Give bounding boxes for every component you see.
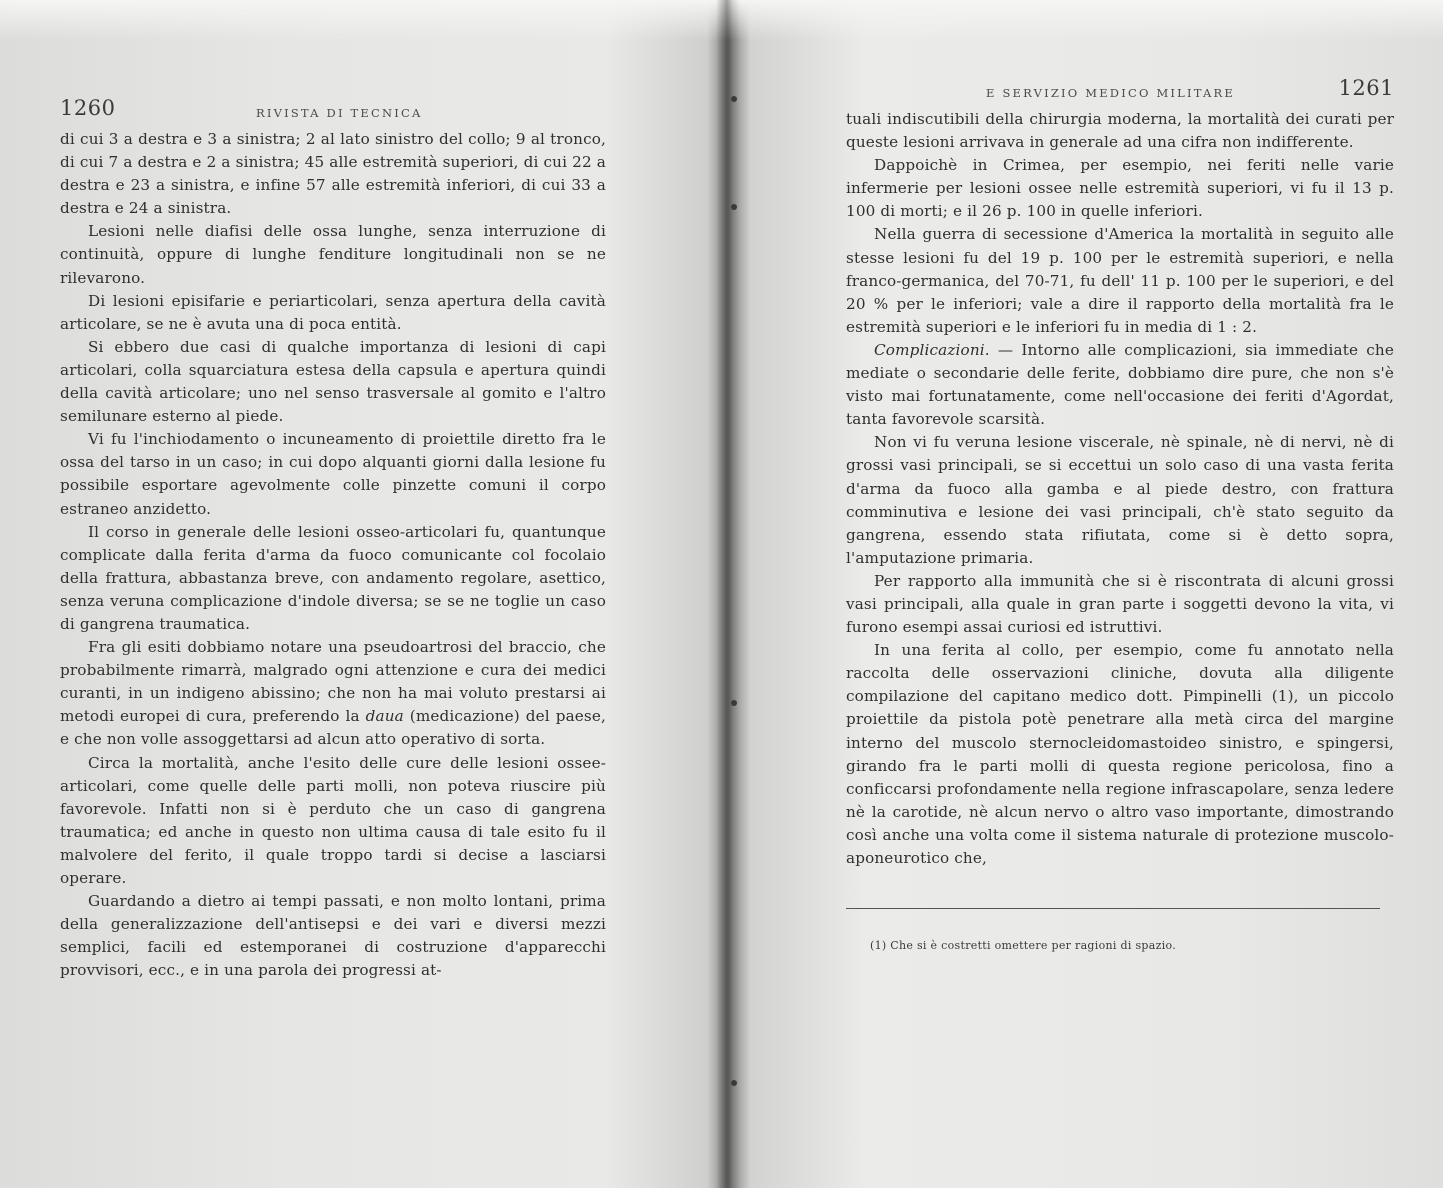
paragraph: di cui 3 a destra e 3 a sinistra; 2 al lato sinistro del collo; 9 al tronco, di cui 7 a destra e 2 a sinistra; 45 alle estremità superiori, di cui 22 a destra e 23 a sinistra, e infine 57 alle estremità inferiori, di cui 33 a destra e 24 a sinistra. <box>60 130 606 218</box>
left-page <box>60 96 606 982</box>
binding-mark <box>731 204 737 210</box>
paragraph: In una ferita al collo, per esempio, come fu annotato nella raccolta delle osservazioni cliniche, dovuta alla diligente compilazione del capitano medico dott. Pimpinelli (1), un piccolo proiettile da pistola potè penetrare alla metà circa del margine interno del muscolo sternocleidomastoideo sinistro, e spingersi, girando fra le parti molli di questa regione pericolosa, fino a conficcarsi profondamente nella regione infrascapolare, senza ledere nè la carotide, nè alcun nervo o altro vaso importante, dimostrando così anche una volta come il sistema naturale di protezione muscolo-aponeurotico che, <box>846 641 1394 867</box>
paragraph: Dappoichè in Crimea, per esempio, nei feriti nelle varie infermerie per lesioni ossee nelle estremità superiori, vi fu il 13 p. 100 di morti; e il 26 p. 100 in quelle inferiori. <box>846 156 1394 221</box>
paragraph: Nella guerra di secessione d'America la mortalità in seguito alle stesse lesioni fu del 19 p. 100 per le estremità superiori, e nella franco-germanica, del 70-71, fu dell' 11 p. 100 per le superiori, e del 20 % per le inferiori; vale a dire il rapporto della mortalità fra le estremità superiori e le inferiori fu in media di 1 : 2. <box>846 225 1394 336</box>
paragraph: Guardando a dietro ai tempi passati, e non molto lontani, prima della generalizzazione dell'antisepsi e dei vari e diversi mezzi semplici, facili ed estemporanei di costruzione d'apparecchi provvisori, ecc., e in una parola dei progressi at- <box>60 892 606 980</box>
italic-term: daua <box>365 707 404 726</box>
paragraph: tuali indiscutibili della chirurgia moderna, la mortalità dei curati per queste lesioni arrivava in generale ad una cifra non indifferente. <box>846 110 1394 152</box>
running-head: E SERVIZIO MEDICO MILITARE <box>986 86 1235 100</box>
binding-mark <box>731 1080 737 1086</box>
section-heading: Complicazioni. <box>874 340 990 359</box>
book-gutter <box>716 0 740 1188</box>
paragraph: Per rapporto alla immunità che si è riscontrata di alcuni grossi vasi principali, alla quale in gran parte i soggetti devono la vita, vi furono esempi assai curiosi ed istruttivi. <box>846 571 1394 637</box>
paragraph: Vi fu l'inchiodamento o incuneamento di proiettile diretto fra le ossa del tarso in un caso; in cui dopo alquanti giorni dalla lesione fu possibile esportare agevolmente colle pinzette comuni il corpo estraneo anzidetto. <box>60 430 606 518</box>
page-number: 1260 <box>60 96 116 120</box>
paragraph <box>846 339 1394 431</box>
footnote-rule <box>846 908 1380 909</box>
binding-mark <box>731 96 737 102</box>
paragraph: Circa la mortalità, anche l'esito delle cure delle lesioni ossee-articolari, come quelle delle parti molli, non poteva riuscire più favorevole. Infatti non si è perduto che un caso di gangrena traumatica; ed anche in questo non ultima causa di tale esito fu il malvolere del ferito, il quale troppo tardi si decise a lasciarsi operare. <box>60 753 606 887</box>
right-page <box>846 76 1394 952</box>
binding-mark <box>731 700 737 706</box>
paragraph: Lesioni nelle diafisi delle ossa lunghe, senza interruzione di continuità, oppure di lunghe fenditure longitudinali non se ne rilevarono. <box>60 222 606 287</box>
page-number: 1261 <box>1338 76 1394 100</box>
paragraph <box>60 636 606 751</box>
right-page-header <box>846 76 1394 102</box>
paragraph: Di lesioni episifarie e periarticolari, senza apertura della cavità articolare, se ne è avuta una di poca entità. <box>60 291 606 333</box>
paragraph: Il corso in generale delle lesioni osseo-articolari fu, quantunque complicate dalla ferita d'arma da fuoco comunicante col focolaio della frattura, abbastanza breve, con andamento regolare, asettico, senza veruna complicazione d'indole diversa; se se ne toglie un caso di gangrena traumatica. <box>60 522 606 633</box>
left-page-header <box>60 96 606 122</box>
paragraph-text: (medicazione) del paese, e che non volle assoggettarsi ad alcun atto operativo di sorta. <box>60 707 606 749</box>
paragraph: Si ebbero due casi di qualche importanza di lesioni di capi articolari, colla squarciatura estesa della capsula e apertura quindi della cavità articolare; uno nel senso trasversale al gomito e l'altro semilunare esterno al piede. <box>60 337 606 426</box>
paragraph-text: Fra gli esiti dobbiamo notare una pseudoartrosi del braccio, che probabilmente rimarrà, malgrado ogni attenzione e cura dei medici curanti, in un indigeno abissino; che non ha mai voluto prestarsi ai metodi europei di cura, preferendo la <box>60 638 606 726</box>
right-page-body <box>846 108 1394 952</box>
footnote: (1) Che si è costretti omettere per ragioni di spazio. <box>870 939 1177 953</box>
paragraph-text: — Intorno alle complicazioni, sia immediate che mediate o secondarie delle ferite, dobbiamo dire pure, che non s'è visto mai fortunatamente, come nell'occasione dei feriti d'Agordat, tanta favorevole scarsità. <box>846 340 1394 429</box>
running-head: RIVISTA DI TECNICA <box>256 106 423 120</box>
left-page-body <box>60 128 606 982</box>
paragraph: Non vi fu veruna lesione viscerale, nè spinale, nè di nervi, nè di grossi vasi principali, se si eccettui un solo caso di una vasta ferita d'arma da fuoco alla gamba e al piede destro, con frattura comminutiva e lesione dei vasi principali, ch'è stato seguito da gangrena, essendo stata rifiutata, come si è detto sopra, l'amputazione primaria. <box>846 433 1394 567</box>
